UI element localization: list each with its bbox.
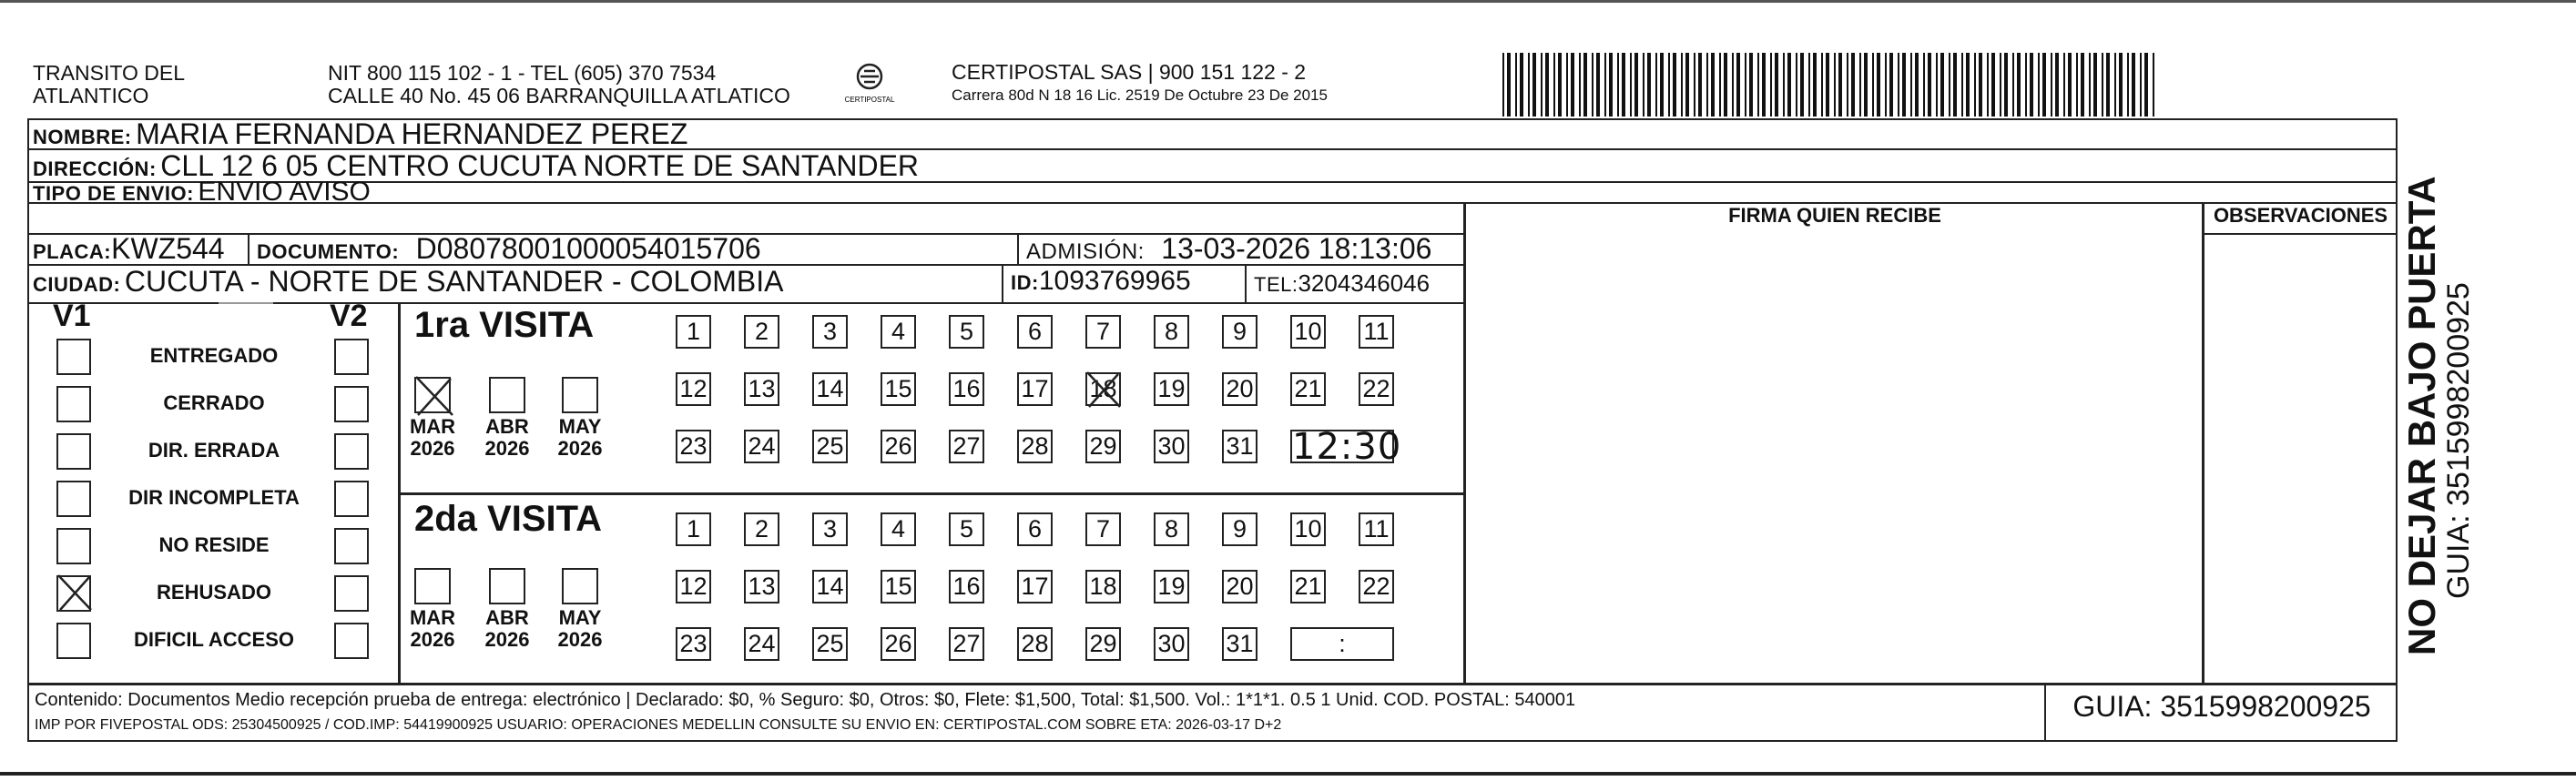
v1-label: V1 xyxy=(53,299,91,333)
v2-checkbox[interactable] xyxy=(334,481,369,517)
placa-cell: PLACA:KWZ544 xyxy=(33,232,225,265)
barcode-bar xyxy=(1583,53,1587,117)
day-box[interactable]: 30 xyxy=(1154,430,1189,463)
day-box[interactable]: 15 xyxy=(881,372,916,406)
side-text xyxy=(2402,176,2475,655)
side-warning: NO DEJAR BAJO PUERTA xyxy=(2400,176,2443,655)
day-box[interactable]: 5 xyxy=(949,315,984,349)
day-box[interactable]: 28 xyxy=(1017,430,1053,463)
barcode-bar xyxy=(1558,53,1562,117)
org-name: TRANSITO DEL ATLANTICO xyxy=(33,61,185,107)
day-box[interactable]: 7 xyxy=(1085,512,1121,546)
barcode-bar xyxy=(1630,53,1632,117)
day-box[interactable]: 18 xyxy=(1085,372,1121,406)
barcode-bar xyxy=(2102,53,2103,117)
day-box[interactable]: 29 xyxy=(1085,627,1121,661)
barcode-bar xyxy=(1655,53,1657,117)
barcode-bar xyxy=(2081,53,2084,117)
barcode-bar xyxy=(2055,53,2059,117)
v2-checkbox[interactable] xyxy=(334,528,369,564)
barcode-bar xyxy=(1596,53,1600,117)
id-cell: ID:1093769965 xyxy=(1011,266,1191,296)
barcode-bar xyxy=(2119,53,2123,117)
barcode-bar xyxy=(1974,53,1976,117)
barcode-bar xyxy=(1609,53,1613,117)
day-box[interactable]: 9 xyxy=(1222,512,1257,546)
v1-checkbox[interactable] xyxy=(56,481,91,517)
day-box[interactable]: 1 xyxy=(676,512,711,546)
v1-checkbox[interactable] xyxy=(56,339,91,375)
month-label: ABR 2026 xyxy=(484,415,530,460)
barcode-bar xyxy=(1826,53,1829,117)
barcode-bar xyxy=(2017,53,2021,117)
barcode-bar xyxy=(2004,53,2008,117)
barcode-bar xyxy=(1961,53,1963,117)
barcode-bar xyxy=(1545,53,1549,117)
barcode-bar xyxy=(1762,53,1766,117)
barcode xyxy=(1502,53,2156,117)
barcode-bar xyxy=(1885,53,1887,117)
top-edge-line xyxy=(0,0,2576,3)
barcode-bar xyxy=(1515,53,1517,117)
side-guia: GUIA: 3515998200925 xyxy=(2441,282,2476,599)
barcode-bar xyxy=(1528,53,1530,117)
barcode-bar xyxy=(2127,53,2129,117)
barcode-bar xyxy=(1736,53,1740,117)
barcode-bar xyxy=(1566,53,1568,117)
v2-checkbox[interactable] xyxy=(334,575,369,612)
month-checkbox[interactable] xyxy=(562,377,598,413)
barcode-bar xyxy=(1915,53,1919,117)
barcode-bar xyxy=(1507,53,1511,117)
ciudad-cell: CIUDAD: CUCUTA - NORTE DE SANTANDER - COLOMBIA xyxy=(33,265,784,298)
footer-imp: IMP POR FIVEPOSTAL ODS: 25304500925 / COD.IMP: 54419900925 USUARIO: OPERACIONES MEDELLIN CONSULTE SU ENVIO EN: CERTIPOSTAL.COM SOBRE ETA: 2026-03-17 D+2 xyxy=(35,717,1282,733)
barcode-bar xyxy=(1949,53,1950,117)
barcode-bar xyxy=(1634,53,1638,117)
barcode-bar xyxy=(1889,53,1893,117)
org-contact: NIT 800 115 102 - 1 - TEL (605) 370 7534 CALLE 40 No. 45 06 BARRANQUILLA ATLATICO xyxy=(328,61,790,107)
status-option-label: CERRADO xyxy=(163,391,265,414)
barcode-bar xyxy=(1553,53,1555,117)
barcode-bar xyxy=(1877,53,1880,117)
barcode-bar xyxy=(1783,53,1785,117)
barcode-bar xyxy=(2153,53,2154,117)
month-checkbox[interactable] xyxy=(489,377,525,413)
barcode-bar xyxy=(1834,53,1836,117)
day-box[interactable]: 16 xyxy=(949,570,984,604)
time-box[interactable]: 12:30 xyxy=(1292,426,1402,468)
obs-header-line xyxy=(2204,233,2398,235)
col-line xyxy=(1245,264,1247,302)
v1-checkbox[interactable] xyxy=(56,528,91,564)
visit2-title: 2da VISITA xyxy=(414,499,602,539)
status-option-label: ENTREGADO xyxy=(149,344,279,367)
barcode-bar xyxy=(2063,53,2065,117)
barcode-bar xyxy=(1647,53,1651,117)
day-box[interactable]: 27 xyxy=(949,430,984,463)
barcode-bar xyxy=(1660,53,1664,117)
time-box[interactable]: : xyxy=(1290,627,1394,661)
barcode-bar xyxy=(1706,53,1708,117)
day-box[interactable]: 23 xyxy=(676,627,711,661)
barcode-bar xyxy=(1732,53,1734,117)
day-box[interactable]: 12 xyxy=(676,372,711,406)
tipo-value: ENVIO AVISO xyxy=(198,177,371,207)
month-checkbox[interactable] xyxy=(562,568,598,604)
barcode-bar xyxy=(2000,53,2001,117)
month-label: MAR 2026 xyxy=(409,415,456,460)
day-box[interactable]: 6 xyxy=(1017,512,1053,546)
barcode-bar xyxy=(1928,53,1931,117)
day-box[interactable]: 13 xyxy=(744,372,779,406)
v2-checkbox[interactable] xyxy=(334,386,369,422)
barcode-bar xyxy=(1851,53,1855,117)
barcode-bar xyxy=(1724,53,1727,117)
month-checkbox[interactable] xyxy=(414,377,451,413)
day-box[interactable]: 15 xyxy=(881,570,916,604)
barcode-bar xyxy=(1668,53,1670,117)
nombre-row: NOMBRE: MARIA FERNANDA HERNANDEZ PEREZ xyxy=(33,117,688,150)
day-box[interactable]: 9 xyxy=(1222,315,1257,349)
barcode-bar xyxy=(1979,53,1982,117)
barcode-bar xyxy=(1966,53,1970,117)
day-box[interactable]: 22 xyxy=(1359,372,1394,406)
barcode-bar xyxy=(1604,53,1606,117)
day-box[interactable]: 17 xyxy=(1017,570,1053,604)
direccion-value: CLL 12 6 05 CENTRO CUCUTA NORTE DE SANTANDER xyxy=(160,149,920,182)
day-box[interactable]: 24 xyxy=(744,627,779,661)
observaciones-header: OBSERVACIONES xyxy=(2213,204,2388,227)
barcode-bar xyxy=(1694,53,1695,117)
tel-cell: TEL:3204346046 xyxy=(1254,269,1431,297)
day-box[interactable]: 30 xyxy=(1154,627,1189,661)
barcode-bar xyxy=(1770,53,1772,117)
day-box[interactable]: 31 xyxy=(1222,430,1257,463)
documento-cell: DOCUMENTO: D08078001000054015706 xyxy=(257,232,761,265)
barcode-bar xyxy=(1859,53,1861,117)
day-box[interactable]: 8 xyxy=(1154,512,1189,546)
barcode-bar xyxy=(1681,53,1683,117)
day-box[interactable]: 24 xyxy=(744,430,779,463)
barcode-bar xyxy=(1953,53,1957,117)
id-value: 1093769965 xyxy=(1038,266,1191,296)
col-line xyxy=(2202,202,2204,683)
barcode-bar xyxy=(1787,53,1791,117)
day-box[interactable]: 19 xyxy=(1154,570,1189,604)
status-option-label: REHUSADO xyxy=(157,581,271,604)
footer-contenido: Contenido: Documentos Medio recepción prueba de entrega: electrónico | Declarado: $0, % Seguro: $0, Otros: $0, Flete: $1,500, Total: $1,500. Vol.: 1*1*1. 0.5 1 Unid. COD. POSTAL: 540001 xyxy=(35,690,1576,710)
day-box[interactable]: 21 xyxy=(1290,372,1326,406)
status-option-label: NO RESIDE xyxy=(158,533,270,556)
day-box[interactable]: 3 xyxy=(812,512,848,546)
barcode-bar xyxy=(1532,53,1536,117)
admision-value: 13-03-2026 18:13:06 xyxy=(1161,232,1432,265)
barcode-bar xyxy=(1800,53,1804,117)
barcode-bar xyxy=(2093,53,2097,117)
day-box[interactable]: 14 xyxy=(812,570,848,604)
x-mark xyxy=(1085,370,1122,409)
svg-text:CERTIPOSTAL: CERTIPOSTAL xyxy=(844,96,895,104)
day-box[interactable]: 10 xyxy=(1290,315,1326,349)
admision-cell: ADMISIÓN: 13-03-2026 18:13:06 xyxy=(1026,232,1432,265)
tel-value: 3204346046 xyxy=(1298,269,1431,297)
day-box[interactable]: 26 xyxy=(881,627,916,661)
day-box[interactable]: 12 xyxy=(676,570,711,604)
barcode-bar xyxy=(2030,53,2033,117)
day-box[interactable]: 18 xyxy=(1085,570,1121,604)
barcode-bar xyxy=(1808,53,1810,117)
day-box[interactable]: 3 xyxy=(812,315,848,349)
v2-checkbox[interactable] xyxy=(334,623,369,659)
day-box[interactable]: 29 xyxy=(1085,430,1121,463)
barcode-bar xyxy=(1813,53,1817,117)
barcode-bar xyxy=(2025,53,2027,117)
barcode-bar xyxy=(1991,53,1995,117)
barcode-bar xyxy=(1847,53,1848,117)
day-box[interactable]: 21 xyxy=(1290,570,1326,604)
barcode-bar xyxy=(1796,53,1797,117)
visit-divider xyxy=(398,492,1463,495)
status-option-label: DIR. ERRADA xyxy=(148,439,280,462)
day-box[interactable]: 1 xyxy=(676,315,711,349)
day-box[interactable]: 22 xyxy=(1359,570,1394,604)
barcode-bar xyxy=(1579,53,1581,117)
barcode-bar xyxy=(1719,53,1721,117)
barcode-bar xyxy=(1757,53,1759,117)
barcode-bar xyxy=(1745,53,1746,117)
barcode-bar xyxy=(2140,53,2142,117)
barcode-bar xyxy=(1940,53,1944,117)
day-box[interactable]: 25 xyxy=(812,627,848,661)
barcode-bar xyxy=(1898,53,1899,117)
barcode-bar xyxy=(2132,53,2135,117)
day-box[interactable]: 13 xyxy=(744,570,779,604)
barcode-bar xyxy=(2144,53,2148,117)
month-checkbox[interactable] xyxy=(489,568,525,604)
day-box[interactable]: 16 xyxy=(949,372,984,406)
day-box[interactable]: 10 xyxy=(1290,512,1326,546)
day-box[interactable]: 5 xyxy=(949,512,984,546)
barcode-bar xyxy=(2012,53,2014,117)
barcode-bar xyxy=(1643,53,1644,117)
placa-value: KWZ544 xyxy=(111,232,225,265)
col-line xyxy=(1017,233,1019,264)
month-label: MAR 2026 xyxy=(409,606,456,651)
barcode-bar xyxy=(1520,53,1523,117)
day-box[interactable]: 17 xyxy=(1017,372,1053,406)
day-box[interactable]: 31 xyxy=(1222,627,1257,661)
x-mark xyxy=(56,573,93,612)
day-box[interactable]: 2 xyxy=(744,315,779,349)
tipo-row: TIPO DE ENVIO: ENVIO AVISO xyxy=(33,177,371,207)
day-box[interactable]: 7 xyxy=(1085,315,1121,349)
firma-header: FIRMA QUIEN RECIBE xyxy=(1728,204,1941,227)
barcode-bar xyxy=(1698,53,1702,117)
barcode-bar xyxy=(2106,53,2110,117)
day-box[interactable]: 6 xyxy=(1017,315,1053,349)
barcode-bar xyxy=(1872,53,1874,117)
month-label: MAY 2026 xyxy=(557,606,603,651)
day-box[interactable]: 26 xyxy=(881,430,916,463)
visit1-title: 1ra VISITA xyxy=(414,305,595,345)
barcode-bar xyxy=(1622,53,1625,117)
day-box[interactable]: 11 xyxy=(1359,512,1394,546)
barcode-bar xyxy=(1502,53,1504,117)
day-box[interactable]: 19 xyxy=(1154,372,1189,406)
barcode-bar xyxy=(1987,53,1989,117)
barcode-bar xyxy=(2114,53,2116,117)
day-box[interactable]: 8 xyxy=(1154,315,1189,349)
day-box[interactable]: 27 xyxy=(949,627,984,661)
barcode-bar xyxy=(1749,53,1753,117)
v2-checkbox[interactable] xyxy=(334,433,369,470)
barcode-bar xyxy=(2076,53,2078,117)
day-box[interactable]: 4 xyxy=(881,512,916,546)
direccion-row: DIRECCIÓN: CLL 12 6 05 CENTRO CUCUTA NORTE DE SANTANDER xyxy=(33,149,920,182)
barcode-bar xyxy=(1902,53,1906,117)
barcode-bar xyxy=(1592,53,1593,117)
barcode-bar xyxy=(2038,53,2040,117)
barcode-bar xyxy=(1571,53,1574,117)
v1-checkbox[interactable] xyxy=(56,575,91,612)
barcode-bar xyxy=(1864,53,1868,117)
month-label: MAY 2026 xyxy=(557,415,603,460)
documento-value: D08078001000054015706 xyxy=(415,232,761,265)
v1-checkbox[interactable] xyxy=(56,386,91,422)
v1-checkbox[interactable] xyxy=(56,433,91,470)
certipostal-logo xyxy=(833,56,906,106)
day-box[interactable]: 20 xyxy=(1222,372,1257,406)
nombre-value: MARIA FERNANDA HERNANDEZ PEREZ xyxy=(136,117,688,150)
status-option-label: DIR INCOMPLETA xyxy=(128,486,300,509)
col-line xyxy=(1463,202,1466,683)
ciudad-value: CUCUTA - NORTE DE SANTANDER - COLOMBIA xyxy=(124,265,784,298)
day-box[interactable]: 25 xyxy=(812,430,848,463)
barcode-bar xyxy=(1541,53,1543,117)
barcode-bar xyxy=(1821,53,1823,117)
v2-checkbox[interactable] xyxy=(334,339,369,375)
barcode-bar xyxy=(1923,53,1925,117)
day-box[interactable]: 4 xyxy=(881,315,916,349)
day-box[interactable]: 14 xyxy=(812,372,848,406)
day-box[interactable]: 20 xyxy=(1222,570,1257,604)
v2-label: V2 xyxy=(330,299,368,333)
barcode-bar xyxy=(1617,53,1619,117)
barcode-bar xyxy=(1775,53,1778,117)
carrier-info: CERTIPOSTAL SAS | 900 151 122 - 2 Carrera 80d N 18 16 Lic. 2519 De Octubre 23 De 2015 xyxy=(952,60,1328,104)
smudge xyxy=(219,302,273,304)
footer-top-line xyxy=(27,683,2398,685)
col-line xyxy=(1002,264,1003,302)
barcode-bar xyxy=(1673,53,1676,117)
barcode-bar xyxy=(1936,53,1938,117)
month-label: ABR 2026 xyxy=(484,606,530,651)
day-box[interactable]: 28 xyxy=(1017,627,1053,661)
v1-checkbox[interactable] xyxy=(56,623,91,659)
month-checkbox[interactable] xyxy=(414,568,451,604)
col-line xyxy=(248,233,249,264)
barcode-bar xyxy=(2068,53,2072,117)
day-box[interactable]: 2 xyxy=(744,512,779,546)
barcode-bar xyxy=(1711,53,1715,117)
barcode-bar xyxy=(2051,53,2052,117)
barcode-bar xyxy=(1685,53,1689,117)
barcode-bar xyxy=(2042,53,2046,117)
barcode-bar xyxy=(1838,53,1842,117)
footer-guia: GUIA: 3515998200925 xyxy=(2072,690,2371,723)
day-box[interactable]: 11 xyxy=(1359,315,1394,349)
barcode-bar xyxy=(2089,53,2091,117)
day-box[interactable]: 23 xyxy=(676,430,711,463)
barcode-bar xyxy=(1910,53,1912,117)
status-option-label: DIFICIL ACCESO xyxy=(133,628,294,651)
x-mark xyxy=(414,375,454,417)
bottom-edge-line xyxy=(0,772,2576,776)
